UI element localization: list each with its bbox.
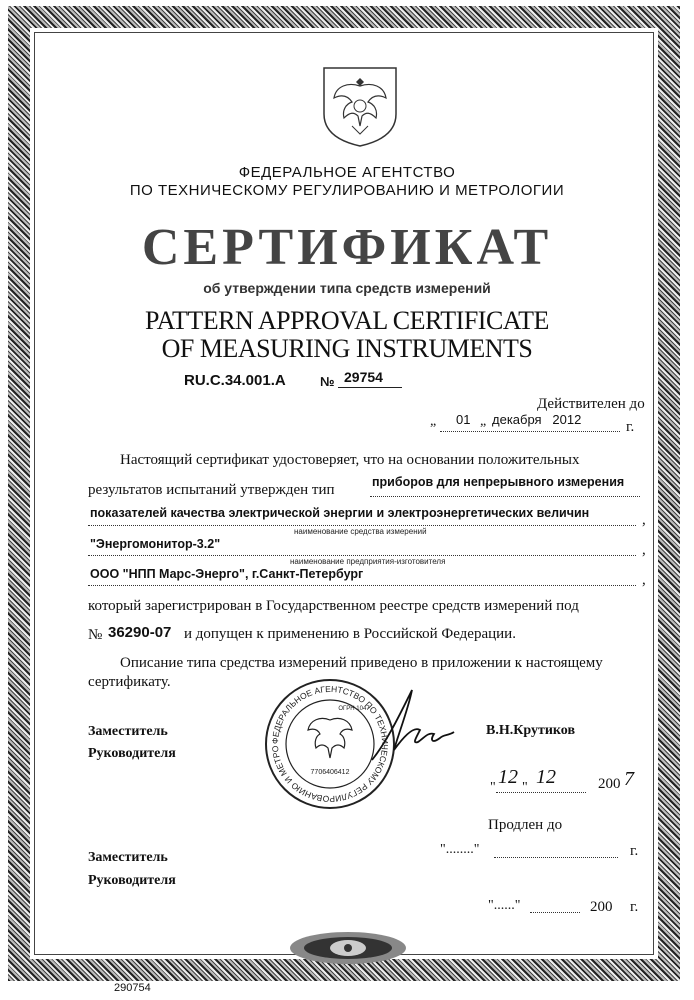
extended-year: 200 [590,899,613,915]
extended-date-quotes: "........" [440,842,480,857]
number-label: № [320,374,335,389]
valid-quote-open: „ [430,414,437,429]
instrument-name-line [88,555,636,556]
valid-quote-close: „ [480,414,487,429]
seal-bottom-text: 7706406412 [310,769,350,776]
sign-quote-open: " [490,780,496,795]
head-label-2: Руководителя [88,873,176,888]
handwritten-signature [368,680,458,770]
valid-day: 01 [456,412,471,427]
certificate-number: 29754 [344,369,383,385]
instrument-type-part1: приборов для непрерывного измерения [372,475,625,489]
sign-month: 12 [536,766,556,788]
number-underline [338,387,402,388]
deputy-label-2: Заместитель [88,850,168,865]
valid-until-label: Действителен до [537,396,645,412]
extended-year-suffix: г. [630,843,639,859]
extended-date-quotes-2: "......" [488,898,521,913]
agency-name-line2: ПО ТЕХНИЧЕСКОМУ РЕГУЛИРОВАНИЮ И МЕТРОЛОГИИ [129,182,565,199]
instrument-type-line1 [370,496,640,497]
instrument-type-part2: показателей качества электрической энергии и электроэнергетических величин [90,506,590,520]
comma-3: , [642,572,646,588]
paragraph2-line1: который зарегистрирован в Государственном реестре средств измерений под [88,598,579,614]
extended-year-suffix-2: г. [630,899,639,915]
agency-name-line1: ФЕДЕРАЛЬНОЕ АГЕНТСТВО [238,164,456,181]
manufacturer-line [88,585,636,586]
valid-year-suffix: г. [626,419,635,435]
paragraph1-line1: Настоящий сертификат удостоверяет, что на основании положительных [120,452,580,468]
sign-year-prefix: 200 [598,776,621,792]
extended-date-line [494,857,618,858]
sign-year-digit: 7 [624,768,634,790]
comma-2: , [642,542,646,558]
paragraph3-line1: Описание типа средства измерений приведено в приложении к настоящему [120,655,603,671]
registry-number-prefix: № [88,627,103,643]
head-label-1: Руководителя [88,746,176,761]
sign-date-line [496,792,586,793]
footer-serial-number: 290754 [114,982,151,994]
manufacturer-name: ООО "НПП Марс-Энерго", г.Санкт-Петербург [90,567,364,581]
title-english-line2: OF MEASURING INSTRUMENTS [161,334,533,363]
paragraph1-line2: результатов испытаний утвержден тип [88,482,335,498]
instrument-type-line2 [88,525,636,526]
bottom-ornament [288,924,408,964]
title-english-line1: PATTERN APPROVAL CERTIFICATE [145,306,549,335]
valid-month-year: декабря 2012 [492,412,582,427]
certificate-subtitle: об утверждении типа средств измерений [203,280,491,296]
paragraph2-line2: и допущен к применению в Российской Федерации. [184,626,516,642]
instrument-name: "Энергомонитор-3.2" [90,537,221,551]
caption-instrument: наименование средства измерений [294,527,427,536]
seal-ring-text: ФЕДЕРАЛЬНОЕ АГЕНТСТВО ПО ТЕХНИЧЕСКОМУ РЕГУЛИРОВАНИЮ И МЕТРО [269,683,391,805]
certificate-code: RU.C.34.001.A [184,372,286,389]
comma-1: , [642,512,646,528]
valid-date-line [440,431,620,432]
signer-name: В.Н.Крутиков [486,723,576,738]
sign-day: 12 [498,766,518,788]
coat-of-arms-emblem [318,64,402,148]
deputy-label-1: Заместитель [88,724,168,739]
registry-number: 36290-07 [108,624,172,641]
extended-date-line-2 [530,912,580,913]
extended-until-label: Продлен до [488,817,563,833]
seal-inner-text: ОГРН 1047 [338,706,370,712]
sign-quote-close: " [522,780,528,795]
caption-manufacturer: наименование предприятия-изготовителя [290,557,446,566]
certificate-title: СЕРТИФИКАТ [141,219,553,276]
paragraph3-line2: сертификату. [88,674,171,690]
